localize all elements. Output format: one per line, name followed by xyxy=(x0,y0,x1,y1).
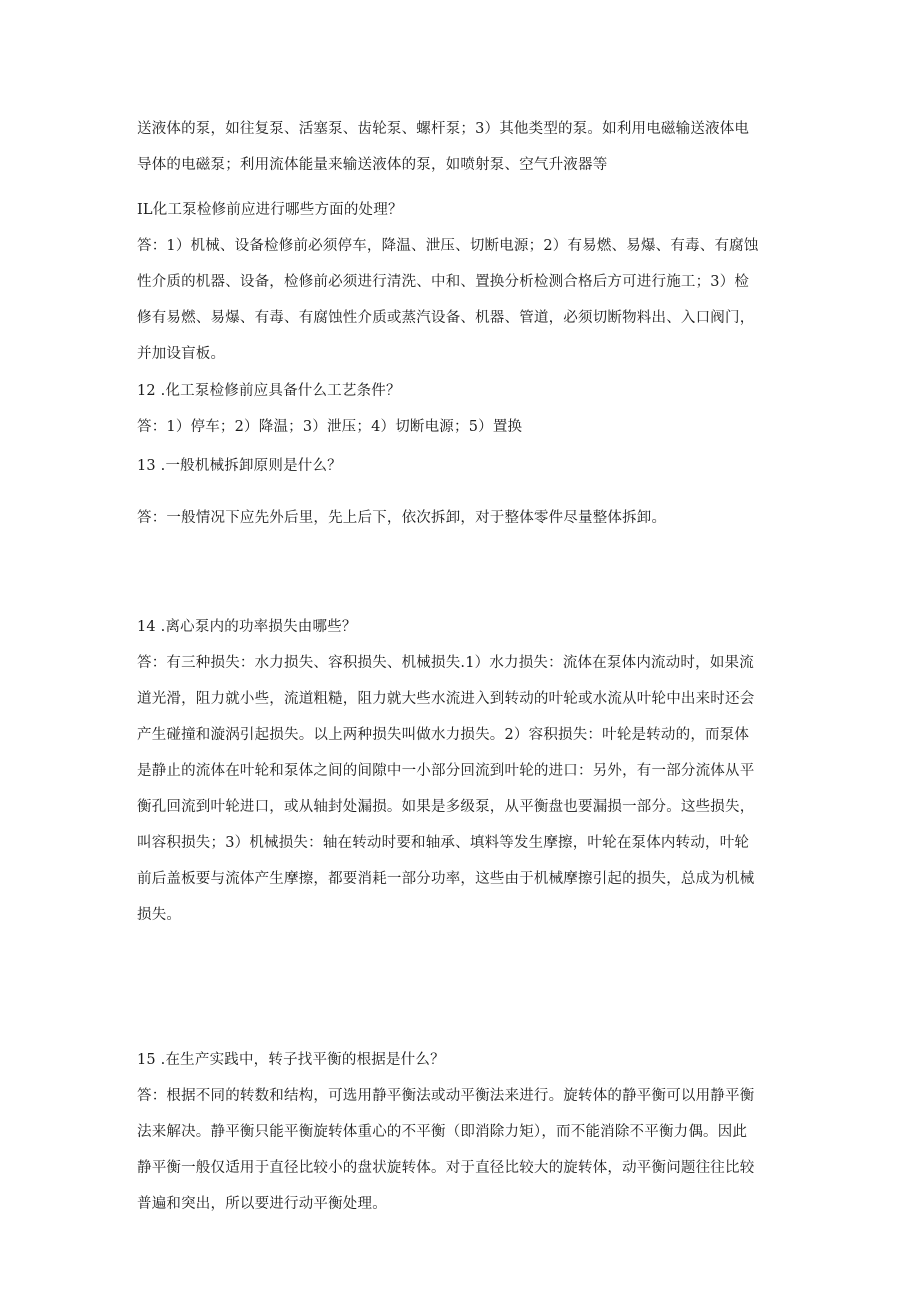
answer-14-line: 是静止的流体在叶轮和泵体之间的间隙中一小部分回流到叶轮的进口：另外，有一部分流体从平 xyxy=(137,763,755,779)
answer-14-line: 叫容积损失；3）机械损失：轴在转动时要和轴承、填料等发生摩擦，叶轮在泵体内转动，叶轮 xyxy=(137,835,750,851)
answer-14-line: 答：有三种损失：水力损失、容积损失、机械损失.1）水力损失：流体在泵体内流动时，如果流 xyxy=(137,655,754,671)
answer-14-line: 损失。 xyxy=(137,907,182,923)
answer-15-line: 普遍和突出，所以要进行动平衡处理。 xyxy=(137,1196,387,1212)
answer-11-line: 修有易燃、易爆、有毒、有腐蚀性介质或蒸汽设备、机器、管道，必须切断物料出、入口阀门， xyxy=(137,310,755,326)
answer-13-line: 答：一般情况下应先外后里，先上后下，依次拆卸，对于整体零件尽量整体拆卸。 xyxy=(137,510,667,526)
answer-12-line: 答：1）停车；2）降温；3）泄压；4）切断电源；5）置换 xyxy=(137,419,523,435)
question-14: 14 .离心泵内的功率损失由哪些？ xyxy=(137,619,357,635)
answer-15-line: 静平衡一般仅适用于直径比较小的盘状旋转体。对于直径比较大的旋转体，动平衡问题往往比较 xyxy=(137,1160,755,1176)
question-12: 12 .化工泵检修前应具备什么工艺条件？ xyxy=(137,383,401,399)
answer-15-line: 答：根据不同的转数和结构，可选用静平衡法或动平衡法来进行。旋转体的静平衡可以用静平衡 xyxy=(137,1088,755,1104)
answer-11-line: 性介质的机器、设备，检修前必须进行清洗、中和、置换分析检测合格后方可进行施工；3）检 xyxy=(137,274,750,290)
answer-11-line: 并加设盲板。 xyxy=(137,346,226,362)
answer-11-line: 答：1）机械、设备检修前必须停车，降温、泄压、切断电源；2）有易燃、易爆、有毒、有腐蚀 xyxy=(137,238,759,254)
question-15: 15 .在生产实践中，转子找平衡的根据是什么？ xyxy=(137,1052,445,1068)
question-13: 13 .一般机械拆卸原则是什么？ xyxy=(137,458,342,474)
intro-line: 导体的电磁泵；利用流体能量来输送液体的泵，如喷射泵、空气升液器等 xyxy=(137,157,608,173)
answer-14-line: 产生碰撞和漩涡引起损失。以上两种损失叫做水力损失。2）容积损失：叶轮是转动的，而泵体 xyxy=(137,727,750,743)
intro-line: 送液体的泵，如往复泵、活塞泵、齿轮泵、螺杆泵；3）其他类型的泵。如利用电磁输送液体电 xyxy=(137,121,750,137)
answer-14-line: 道光滑，阻力就小些，流道粗糙，阻力就大些水流进入到转动的叶轮或水流从叶轮中出来时还会 xyxy=(137,691,755,707)
answer-14-line: 前后盖板要与流体产生摩擦，都要消耗一部分功率，这些由于机械摩擦引起的损失，总成为机械 xyxy=(137,871,755,887)
question-11: IL化工泵检修前应进行哪些方面的处理？ xyxy=(137,202,403,218)
answer-14-line: 衡孔回流到叶轮进口，或从轴封处漏损。如果是多级泵，从平衡盘也要漏损一部分。这些损失， xyxy=(137,799,755,815)
answer-15-line: 法来解决。静平衡只能平衡旋转体重心的不平衡（即消除力矩），而不能消除不平衡力偶。因此 xyxy=(137,1124,748,1140)
